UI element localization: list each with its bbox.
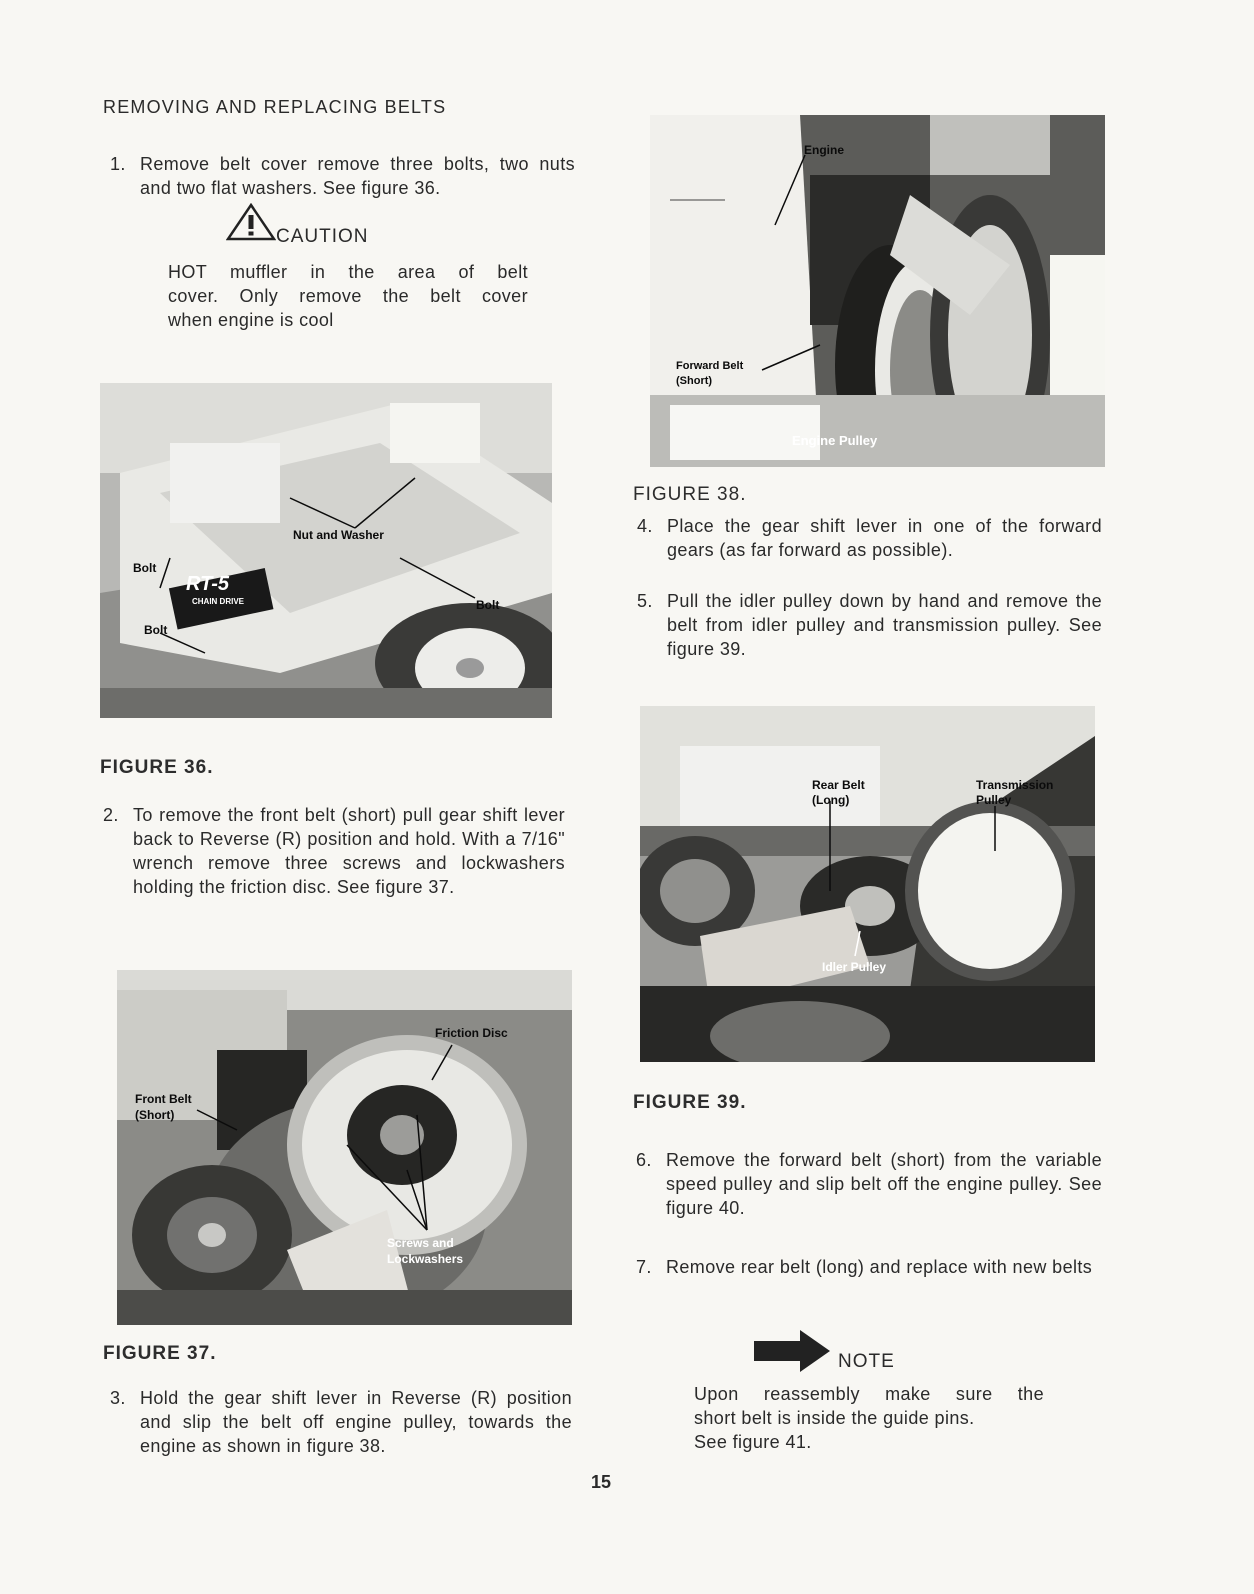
figure-36-caption: FIGURE 36. bbox=[100, 757, 214, 778]
figure-38-caption: FIGURE 38. bbox=[633, 484, 747, 505]
note-line: short belt is inside the guide pins. bbox=[694, 1408, 975, 1428]
caution-line: HOT muffler in the area of belt bbox=[168, 262, 528, 282]
caution-line: when engine is cool bbox=[168, 310, 334, 330]
note-line: Upon reassembly make sure the bbox=[694, 1384, 1044, 1404]
figure-39-caption: FIGURE 39. bbox=[633, 1092, 747, 1113]
step-text: Remove belt cover remove three bolts, two nuts and two flat washers. See figure 36. bbox=[140, 154, 575, 198]
caution-header bbox=[226, 203, 606, 247]
label-forward-belt-sub: (Short) bbox=[676, 375, 713, 387]
note-line: See figure 41. bbox=[694, 1432, 812, 1452]
step-7 bbox=[636, 1255, 1102, 1279]
step-text: Place the gear shift lever in one of the forward gears (as far forward as possible). bbox=[667, 516, 1102, 560]
section-title: REMOVING AND REPLACING BELTS bbox=[103, 97, 447, 117]
figure-37-caption: FIGURE 37. bbox=[103, 1343, 217, 1364]
step-number: 3. bbox=[110, 1388, 126, 1408]
figure-37-photo bbox=[117, 970, 572, 1325]
label-screws: Screws and bbox=[387, 1236, 454, 1250]
step-number: 5. bbox=[637, 591, 653, 611]
step-4 bbox=[637, 514, 1102, 562]
step-number: 1. bbox=[110, 154, 126, 174]
step-text: Remove the forward belt (short) from the variable speed pulley and slip belt off the engine pulley. See figure 40. bbox=[666, 1150, 1102, 1218]
label-friction-disc: Friction Disc bbox=[435, 1026, 508, 1040]
step-5 bbox=[637, 589, 1102, 661]
label-bolt: Bolt bbox=[476, 598, 500, 612]
note-header bbox=[752, 1328, 952, 1374]
rt5-logo: RT-5 bbox=[186, 573, 229, 595]
arrow-right-icon bbox=[752, 1328, 832, 1379]
rt5-logo-sub: CHAIN DRIVE bbox=[192, 597, 245, 606]
step-number: 4. bbox=[637, 516, 653, 536]
label-rear-belt: Rear Belt bbox=[812, 778, 865, 792]
label-screws-sub: Lockwashers bbox=[387, 1252, 464, 1266]
step-6 bbox=[636, 1148, 1102, 1220]
caution-text bbox=[168, 260, 528, 332]
label-bolt: Bolt bbox=[144, 623, 168, 637]
step-text: To remove the front belt (short) pull gear shift lever back to Reverse (R) position and hold. With a 7/16" wrench remove three screws and lockwashers holding the friction disc. See figure 37. bbox=[133, 805, 565, 897]
step-text: Hold the gear shift lever in Reverse (R) position and slip the belt off engine pulley, towards the engine as shown in figure 38. bbox=[140, 1388, 572, 1456]
label-engine-pulley: Engine Pulley bbox=[792, 433, 878, 448]
warning-triangle-icon bbox=[226, 203, 276, 246]
note-heading: NOTE bbox=[838, 1351, 895, 1372]
label-transmission: Transmission bbox=[976, 778, 1054, 792]
note-text bbox=[694, 1382, 1044, 1454]
label-front-belt: Front Belt bbox=[135, 1092, 192, 1106]
label-bolt: Bolt bbox=[133, 561, 157, 575]
step-number: 2. bbox=[103, 805, 119, 825]
caution-line: cover. Only remove the belt cover bbox=[168, 286, 528, 306]
label-forward-belt: Forward Belt bbox=[676, 360, 744, 372]
step-3 bbox=[110, 1386, 572, 1458]
figure-38-photo bbox=[650, 115, 1105, 467]
figure-39-photo bbox=[640, 706, 1095, 1062]
figure-36-photo bbox=[100, 383, 552, 718]
label-front-belt-sub: (Short) bbox=[135, 1108, 175, 1122]
step-2 bbox=[103, 803, 565, 899]
step-1 bbox=[110, 152, 575, 200]
step-number: 7. bbox=[636, 1257, 652, 1277]
caution-heading: CAUTION bbox=[276, 226, 369, 247]
label-transmission-sub: Pulley bbox=[976, 793, 1012, 807]
label-idler-pulley: Idler Pulley bbox=[822, 960, 887, 974]
page-number: 15 bbox=[591, 1472, 612, 1492]
label-nut-washer: Nut and Washer bbox=[293, 528, 384, 542]
label-rear-belt-sub: (Long) bbox=[812, 793, 850, 807]
step-text: Pull the idler pulley down by hand and remove the belt from idler pulley and transmission pulley. See figure 39. bbox=[667, 591, 1102, 659]
step-text: Remove rear belt (long) and replace with new belts bbox=[666, 1257, 1093, 1277]
label-engine: Engine bbox=[804, 143, 845, 157]
step-number: 6. bbox=[636, 1150, 652, 1170]
